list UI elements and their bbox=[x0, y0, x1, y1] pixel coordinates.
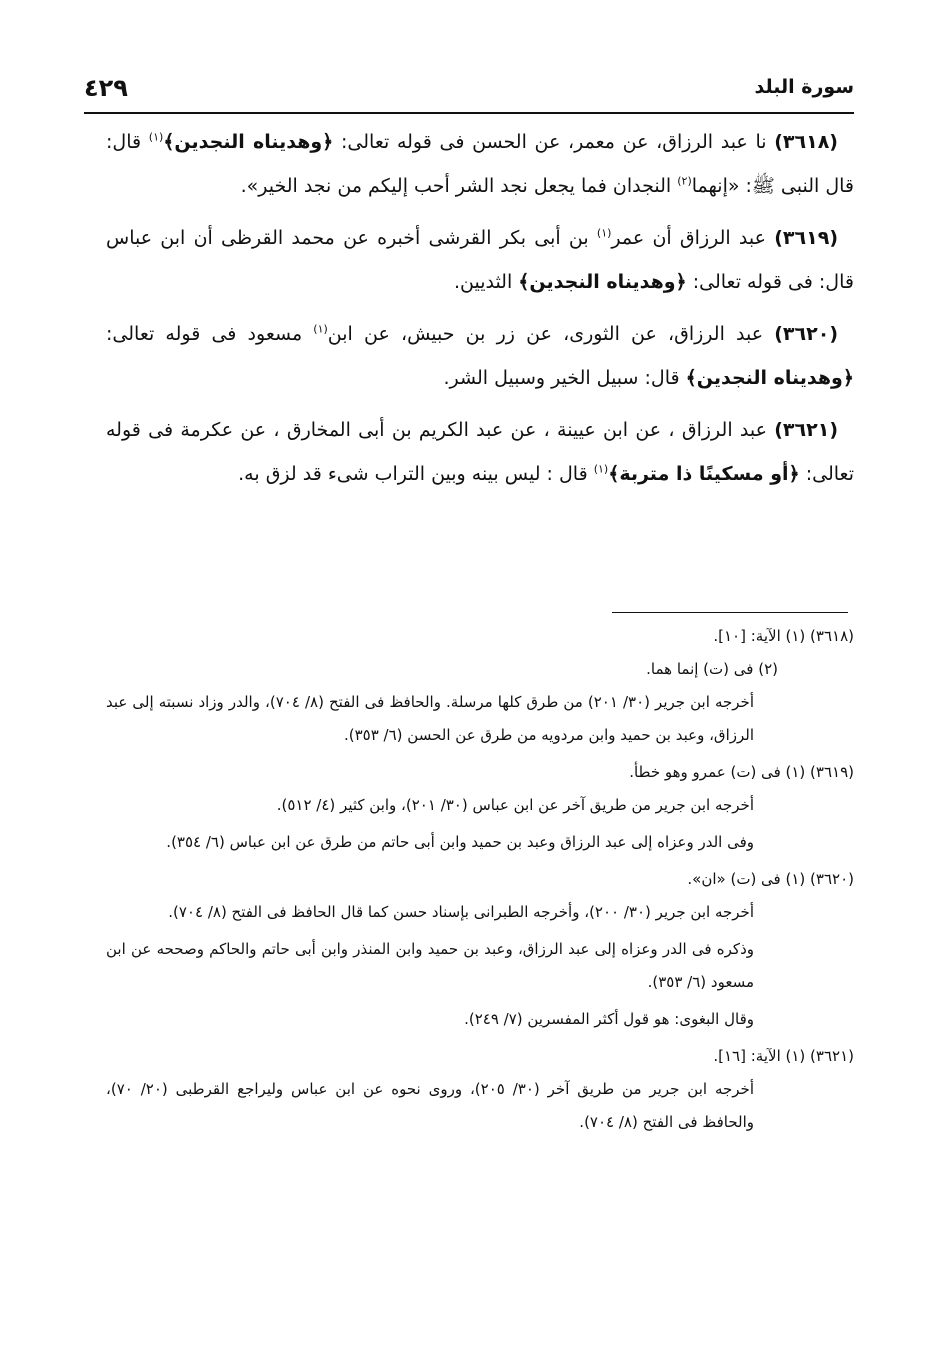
footnote-body: أخرجه ابن جرير من طريق آخر (٣٠/ ٢٠٥)، وروى نحوه عن ابن عباس وليراجع القرطبى (٢٠/ ٧٠)، والحافظ فى الفتح (٨/ ٧٠٤). bbox=[106, 1080, 754, 1131]
hadith-text: بن أبى بكر القرشى أخبره عن محمد القرظى أن ابن عباس قال: فى قوله تعالى: bbox=[106, 227, 854, 293]
footnote-heading: (٣٦٢١) (١) الآية: [١٦]. bbox=[713, 1047, 854, 1065]
hadith-text: قال: قال النبى ﷺ: «إنهما bbox=[106, 131, 854, 197]
footnote-body: أخرجه ابن جرير (٣٠/ ٢٠١) من طرق كلها مرسلة. والحافظ فى الفتح (٨/ ٧٠٤)، والدر وزاد نسبته إلى عبد الرزاق، وعبد بن حميد وابن مردويه من طرق عن الحسن (٦/ ٣٥٣). bbox=[106, 693, 754, 744]
hadith-number: (٣٦٢١) bbox=[774, 419, 838, 441]
hadith-entry-3619 bbox=[106, 216, 854, 304]
footnote-body: وفى الدر وعزاه إلى عبد الرزاق وعبد بن حميد وابن أبى حاتم من طرق عن ابن عباس (٦/ ٣٥٤). bbox=[166, 833, 754, 851]
hadith-text: مسعود فى قوله تعالى: bbox=[106, 323, 314, 345]
quran-quote: ﴿وهديناه النجدين﴾ bbox=[163, 131, 334, 153]
footnote-heading: (٣٦١٨) (١) الآية: [١٠]. bbox=[713, 627, 854, 645]
main-text bbox=[106, 120, 854, 504]
page-header bbox=[84, 74, 854, 114]
quran-quote: ﴿أو مسكينًا ذا متربة﴾ bbox=[608, 463, 800, 485]
hadith-text: النجدان فما يجعل نجد الشر أحب إليكم من نجد الخير». bbox=[240, 175, 678, 197]
footnote-line: (٢) فى (ت) إنما هما. bbox=[646, 660, 778, 678]
header-rule bbox=[84, 112, 854, 114]
quran-quote: ﴿وهديناه النجدين﴾ bbox=[518, 271, 687, 293]
footnote-heading: (٣٦١٩) (١) فى (ت) عمرو وهو خطأ. bbox=[629, 763, 854, 781]
footnote-heading: (٣٦٢٠) (١) فى (ت) «ان». bbox=[687, 870, 854, 888]
footnote-body: وقال البغوى: هو قول أكثر المفسرين (٧/ ٢٤٩). bbox=[464, 1010, 754, 1028]
footnote-marker: (١) bbox=[596, 226, 612, 240]
surah-title: سورة البلد bbox=[754, 76, 854, 98]
hadith-entry-3620 bbox=[106, 312, 854, 400]
footnote-marker: (١) bbox=[148, 130, 164, 144]
footnote-body: وذكره فى الدر وعزاه إلى عبد الرزاق، وعبد بن حميد وابن المنذر وابن أبى حاتم والحاكم وصححه عن ابن مسعود (٦/ ٣٥٣). bbox=[106, 940, 754, 991]
hadith-text: الثديين. bbox=[453, 271, 519, 293]
footnote-marker: (١) bbox=[313, 322, 328, 336]
page-number: ٤٢٩ bbox=[84, 74, 128, 102]
hadith-text: نا عبد الرزاق، عن معمر، عن الحسن فى قوله تعالى: bbox=[333, 131, 775, 153]
hadith-text: قال: سبيل الخير وسبيل الشر. bbox=[443, 367, 686, 389]
footnote-body: أخرجه ابن جرير من طريق آخر عن ابن عباس (٣٠/ ٢٠١)، وابن كثير (٤/ ٥١٢). bbox=[276, 796, 754, 814]
footnotes bbox=[106, 620, 854, 1143]
footnote-separator bbox=[612, 612, 848, 613]
hadith-text: عبد الرزاق، عن الثورى، عن زر بن حبيش، عن ابن bbox=[327, 323, 775, 345]
hadith-text: عبد الرزاق ، عن ابن عيينة ، عن عبد الكريم بن أبى المخارق ، عن عكرمة فى قوله تعالى: bbox=[106, 419, 854, 485]
quran-quote: ﴿وهديناه النجدين﴾ bbox=[685, 367, 854, 389]
footnote-body: أخرجه ابن جرير (٣٠/ ٢٠٠)، وأخرجه الطبرانى بإسناد حسن كما قال الحافظ فى الفتح (٨/ ٧٠٤). bbox=[168, 903, 754, 921]
hadith-number: (٣٦١٩) bbox=[774, 227, 838, 249]
hadith-number: (٣٦٢٠) bbox=[774, 323, 838, 345]
hadith-number: (٣٦١٨) bbox=[774, 131, 838, 153]
hadith-text: عبد الرزاق أن عمر bbox=[611, 227, 775, 249]
hadith-entry-3618 bbox=[106, 120, 854, 208]
footnote-marker: (٢) bbox=[677, 174, 692, 188]
hadith-entry-3621 bbox=[106, 408, 854, 496]
hadith-text: قال : ليس بينه وبين التراب شىء قد لزق به. bbox=[238, 463, 594, 485]
footnote-marker: (١) bbox=[593, 462, 609, 476]
